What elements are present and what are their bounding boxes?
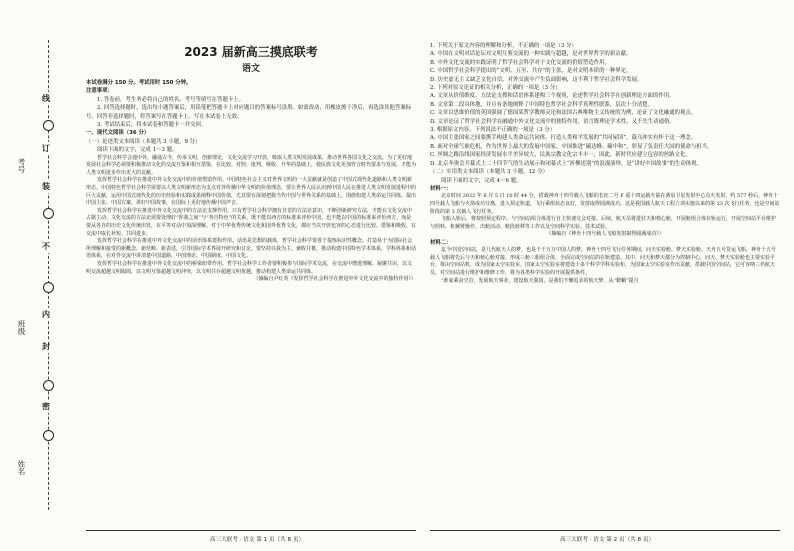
material-1-title: 材料一： xyxy=(430,185,452,192)
passage-paragraph: 发挥哲学社会科学在推进中外文化交流中的方法论支撑作用。只有哲学社会科学拥有自觉的方法论意识，不断创新研究方法，才能在文化交流中占据主动。文化交流的方法论需要处理好“你我之间”与“各自特色”的关系，既不能以西方的标准来评价中国，也不能以中国的标准来评价西方，而是要从各自的历史文化传统出发，在平等对话中加深理解。对于中华优秀传统文化和国外优秀文化，都应当以开放包容的心态进行比较、借鉴和吸收，在交流中取长补短、共同进步。 xyxy=(86,207,417,237)
section-heading: 一、现代文阅读（36 分） xyxy=(86,130,150,137)
exam-meta: 本试卷满分 150 分。考试用时 150 分钟。 xyxy=(86,80,192,86)
passage-source: （摘编自尹红英《发挥哲学社会科学在推进中外文化交流中的独特作用》） xyxy=(253,276,416,283)
material-2-text: “谁家乘奋空首，发展航天事业，建设航天强国，是我们不懈追求的航天梦。从“蟒蛾”提月 xyxy=(441,277,639,284)
instruction: 阅读下面的文字，完成 4～6 题。 xyxy=(441,177,522,184)
field-class: 班级 xyxy=(17,320,26,335)
q2-option-b: B. 文章第二段具体地，并且有条地阐释了中国特色哲学社会科学真理性联系，层次十分清楚。 xyxy=(430,101,654,108)
subsection-heading: （一）论述类文本阅读（本题共 3 小题，9 分） xyxy=(86,138,201,145)
q3-option-a: A. 中国主张国家之间要携手构建人类命运共同体，打造人类和平发展的“共同屋国”，载乌冲实有怀于这一理念。 xyxy=(430,135,697,142)
exam-subject: 语文 xyxy=(241,64,260,74)
q1-option-d: D. 历史虚无主义缺乏文化自信，对外交流中产生负面影响，这不利于哲学社会科学发展。 xyxy=(430,76,643,83)
exam-title: 2023 届新高三摸底联考 xyxy=(184,45,318,59)
passage-paragraph: 发挥哲学社会科学在推进中外文化交流中的桥梁纽带作用。哲学社会科学工作者要积极参与国际学术交流，在交流中增进理解、凝聚共识，以文明交流超越文明隔阂，以文明互鉴超越文明冲突，以文明共存超越文明优越，推动构建人类命运共同体。 xyxy=(86,260,413,275)
binding-char: 密 xyxy=(42,401,50,411)
binding-char: 不 xyxy=(42,241,50,251)
q3-option-b: B. 面对全球气候危机，作为世界上最大的发展中国家，中国推进“碳达峰、碳中和”，彰显了负责任大国的使命与担当。 xyxy=(430,143,713,150)
binding-char: 内 xyxy=(42,309,50,319)
field-exam-number: 考号 xyxy=(17,158,26,173)
question-3: 3. 根据原文内容，下列说法不正确的一项是（3 分） xyxy=(430,127,556,134)
q2-option-c: C. 文章以思维价值的英国强调了德国某哲学教师灵论和法国古典唯物主义传统的为例，论证了文化融通的观点。 xyxy=(430,110,697,117)
binding-hole xyxy=(43,120,54,131)
binding-hole xyxy=(43,380,54,391)
field-name: 姓名 xyxy=(17,460,26,475)
q2-option-a: A. 文章从价值维度、方法论支撑和话语体系建构三个视角，论述哲学社会科学在创新理论方面的作用。 xyxy=(430,93,675,100)
q1-option-a: A. 中国在文明对话论坛对文明互鉴交流的一种实践与超越，是对世界哲学的新贡献。 xyxy=(430,51,632,58)
notes-title: 注意事项： xyxy=(86,88,113,95)
binding-hole xyxy=(43,282,54,293)
footer-rule-left xyxy=(86,530,416,531)
page-footer-left: 高三大联考 · 语文 第 1 页（共 8 页） xyxy=(210,537,305,543)
q3-option-c: C. 丝绸之路沿线国家经济发展水平差异较大，民族宗教文化宗丰丰一，因此，新时代应建立包容的丝路文化。 xyxy=(430,152,691,159)
subsection-heading: （二）实用类文本阅读（本题共 3 小题，12 分） xyxy=(430,169,548,176)
page-footer-right: 高三大联考 · 语文 第 2 页（共 8 页） xyxy=(560,537,655,543)
material-1-source: （摘编自《神舟十四号载人飞船发射取得圆满成功》） xyxy=(546,231,664,238)
footer-rule-right xyxy=(430,530,780,531)
note-item: 3. 考试结束后，将本试卷和答题卡一并交回。 xyxy=(97,122,207,129)
q1-option-b: B. 中外文化交流的实践证明了哲学社会科学对于文化交流的价值塑造作用。 xyxy=(430,59,610,66)
binding-hole xyxy=(43,430,54,441)
material-2-title: 材料二： xyxy=(430,239,452,246)
q1-option-c: C. 中国哲学社会科学提出的“文明、五至、共存”的主张，是对文明本质的一种界定。 xyxy=(430,68,632,75)
question-1: 1. 下列关于原文内容的理解和分析，不正确的一项是（3 分） xyxy=(430,43,577,49)
passage-paragraph: 哲学社会科学会通中外，融通古今，传承文明，创新理论，文化交流学习开放，吸取人类文明发展成果，推动世界各国文化之交流。为了更好地发展社会科学必须要积极推动文化的交流互鉴和相互借鉴，在比较、对照、批判、吸收、升华的基础上，使民族文化更加符合时代要求与发展，才能为人类文明进步作出更大的贡献。 xyxy=(86,154,417,176)
binding-char: 线 xyxy=(42,93,50,103)
left-column xyxy=(86,44,416,284)
note-item: 1. 答卷前，考生务必将自己的姓名、考号等填写在答题卡上。 xyxy=(97,96,245,103)
q2-option-d: D. 文章论证了哲学社会科学在融通中外文化交流中的独特作用，语言既理论学术性，又不失生动通俗。 xyxy=(430,118,675,125)
binding-char: 装 xyxy=(42,181,50,191)
right-column xyxy=(430,42,780,285)
binding-char: 订 xyxy=(42,143,50,153)
question-2: 2. 下列对原文论证的相关分析，正确的一项是（3 分） xyxy=(430,85,561,92)
material-2-text: 迄今中国空间站，是几代航天人的梦，也是千千万万中国人的梦。神舟十四号飞行任务期间，问天实验舱、梦天实验舱、天舟五号货运飞船、神舟十五号载人飞船将先后与天和核心舱对接，形成三舱三船组合体，全面完成空间站的在轨建造。其中，问天和梦天都分为控制中心，问天、梦天实验舱也主要实验平台，将由空间站机，成为国家太空实验室，国家太空实验室将建设十多个科学学科实验柜，为国家太空实验室作出贡献，搭载中国空间站，它可容纳三名航天员，对空间站进行维护和维修工作，将为各类科学实验的开展提供条件。 xyxy=(430,247,777,277)
binding-strip xyxy=(6,40,76,520)
passage-paragraph: 发挥哲学社会科学在推进中外文化交流中的价值塑造作用。中国特色社会主义对世界文明的一大贡献就是创造了中国式现代化道路和人类文明新形态。中国特色哲学社会科学需要以人类文明新形态为支点对外传播中华文明的价值理念，要让世界人民认识到中国人民在推进人类文明发展进程中的巨大贡献，运用中国式现代化的历史经验和实践成果阐释中国价值，尤其要在深刻把握当代中国与世界关系的基础上，围绕构建人类命运共同体，提出中国主张、中国方案，讲好中国故事，在国际上更好地传播中国声音。 xyxy=(86,177,417,207)
passage-paragraph: 发挥哲学社会科学在推进中外文化交流中的话语体系建构作用。话语是思想的载体，哲学社会科学要善于提炼标识性概念，打造易于为国际社会所理解和接受的新概念、新范畴、新表述，引导国际学术界展开研究和讨论。要坚持以我为主、兼收并蓄，推动构建中国特色学术体系、学科体系和话语体系，在对外交流中讲清楚中国道路、中国理论、中国制度、中国文化。 xyxy=(86,238,417,260)
material-1-text: 北京时间 2022 年 6 月 5 日 10 时 44 分，搭载神舟十四号载人飞船的长征二号 F 遥十四运载火箭在酒泉卫星发射中心点火发射，约 577 秒后，神舟十四号载人飞船与火箭成功分离，进入预定轨道，飞行乘组状态良好，发射取得圆满成功。这是我国载人航天工程立项实施以来的第 23 次飞行任务，也是空间站阶段的第 3 次载人飞行任务。 xyxy=(430,193,780,215)
binding-char: 封 xyxy=(42,341,50,351)
q3-option-d: D. 北京冬奥会开幕式上二十四节气的生动展示和闭幕式上“折柳送别”的浪漫演绎，是“讲好中国故事”的生动体现。 xyxy=(430,160,702,167)
material-1-text: 飞船入轨后，将按照预定程序，与空间站组合体进行自主快速交会对接。后续，航天员将进驻天和核心舱，开展舱组合体在轨运行，开展空间站平台维护与照料、机械臂操作、出舱活动、舱段转移等工作以及空间科学实验、技术试验。 xyxy=(430,216,777,230)
instruction: 阅读下面的文字，完成 1～3 题。 xyxy=(97,147,178,154)
note-item: 2. 回答选择题时，选出每小题答案后，用铅笔把答题卡上对应题目的答案标号涂黑。如需改动，用橡皮擦干净后，再选涂其他答案标号。回答非选择题时，将答案写在答题卡上。写在本试卷上无效。 xyxy=(86,105,412,120)
binding-hole xyxy=(43,208,54,219)
